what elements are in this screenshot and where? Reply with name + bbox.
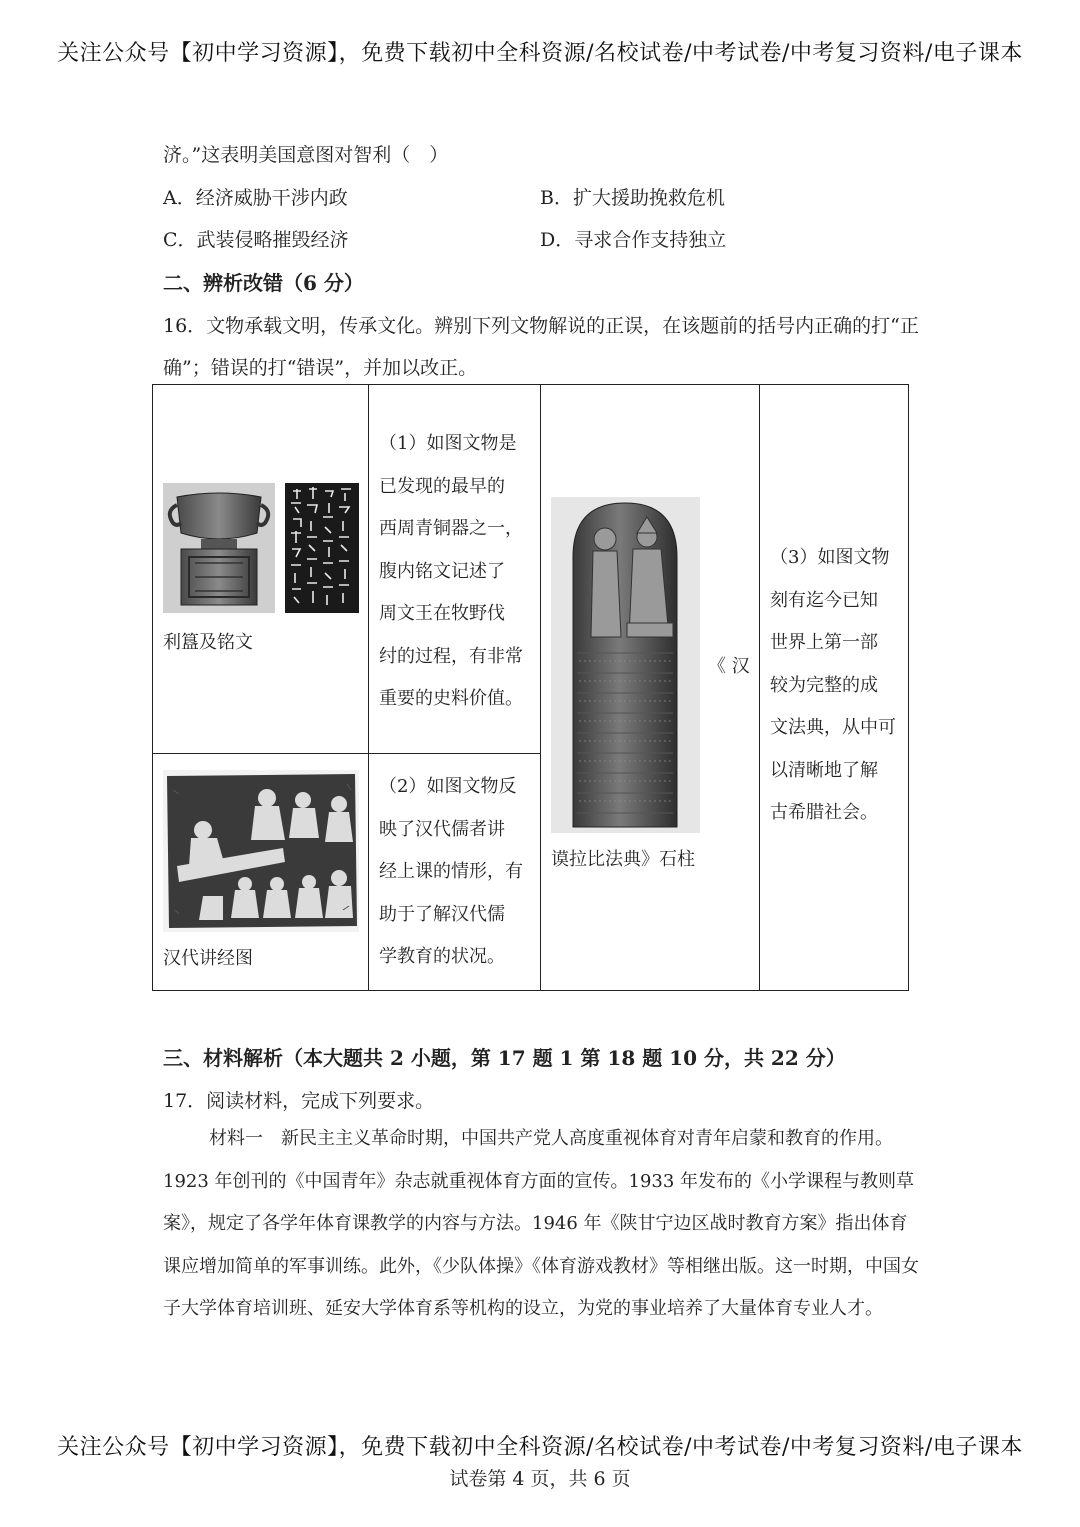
inscription-rubbing-image (285, 483, 359, 613)
relic3-caption-part1: 《 汉 (708, 656, 750, 677)
relic2-text-cell (369, 754, 541, 991)
section2-heading: 二、辨析改错（6 分） (163, 271, 364, 295)
q16-line1: 16．文物承载文明，传承文化。辨别下列文物解说的正误，在该题前的括号内正确的打“正 (163, 315, 919, 337)
li-gui-vessel-image (163, 483, 275, 613)
relic1-description: （1）如图文物是 已发现的最早的 西周青铜器之一， 腹内铭文记述了 周文王在牧野伐 纣的过程，有非常 重要的史料价值。 (379, 433, 523, 709)
relic3-image-cell (541, 385, 760, 991)
relic1-caption: 利簋及铭文 (163, 632, 253, 653)
hammurabi-stele-image (551, 497, 700, 833)
page-footer: 试卷第 4 页，共 6 页 (449, 1468, 631, 1490)
relic1-image-cell (153, 385, 369, 754)
relic3-caption-part2: 谟拉比法典》石柱 (551, 849, 695, 870)
relic2-description: （2）如图文物反 映了汉代儒者讲 经上课的情形，有 助于了解汉代儒 学教育的状况。 (379, 776, 523, 967)
promo-banner-bottom: 关注公众号【初中学习资源】，免费下载初中全科资源/名校试卷/中考试卷/中考复习资料/电子课本 (57, 1435, 1023, 1460)
q15-option-d: D．寻求合作支持独立 (540, 229, 727, 251)
han-lecture-rubbing-image (163, 770, 359, 932)
relic3-text-cell (760, 385, 909, 991)
promo-banner-top: 关注公众号【初中学习资源】，免费下载初中全科资源/名校试卷/中考试卷/中考复习资料/电子课本 (57, 41, 1023, 66)
q15-stem-tail: 济。”这表明美国意图对智利（ ） (163, 144, 449, 166)
relic1-text-cell (369, 385, 541, 754)
relics-table (152, 384, 909, 991)
section3-heading: 三、材料解析（本大题共 2 小题，第 17 题 1 第 18 题 10 分，共 22 分） (163, 1046, 846, 1070)
relic2-image-cell (153, 754, 369, 991)
relic2-caption: 汉代讲经图 (163, 948, 253, 969)
q15-option-a: A．经济威胁干涉内政 (163, 187, 348, 209)
material-one: 材料一 新民主主义革命时期，中国共产党人高度重视体育对青年启蒙和教育的作用。1923 年创刊的《中国青年》杂志就重视体育方面的宣传。1933 年发布的《小学课程与教则草案》，规定了各学年体育课教学的内容与方法。1946 年《陕甘宁边区战时教育方案》指出体育课应增加简单的军事训练。此外，《少队体操》《体育游戏教材》等相继出版。这一时期，中国女子大学体育培训班、延安大学体育系等机构的设立，为党的事业培养了大量体育专业人才。 (163, 1128, 919, 1319)
q16-line2: 确”；错误的打“错误”，并加以改正。 (163, 357, 478, 379)
q15-option-b: B．扩大援助挽救危机 (540, 187, 725, 209)
q17-prompt: 17．阅读材料，完成下列要求。 (163, 1090, 435, 1112)
relic3-description: （3）如图文物 刻有迄今已知 世界上第一部 较为完整的成 文法典，从中可 以清晰地了解 古希腊社会。 (770, 547, 896, 823)
q15-option-c: C．武装侵略摧毁经济 (163, 229, 349, 251)
